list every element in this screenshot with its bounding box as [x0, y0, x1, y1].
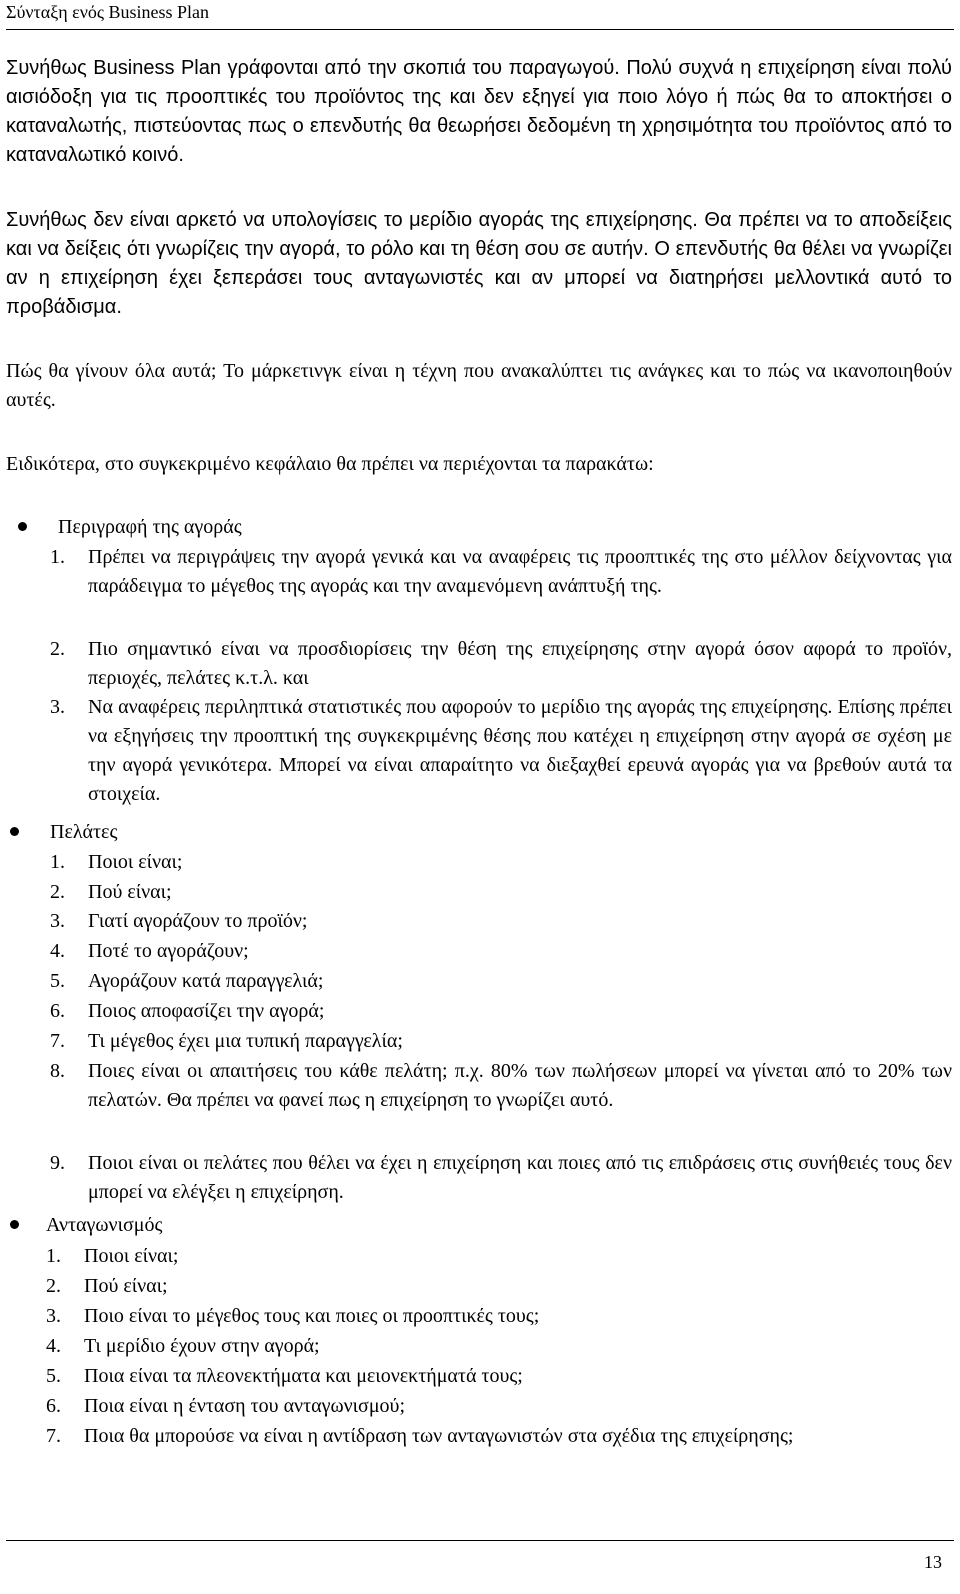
- list-item-text: Τι μέγεθος έχει μια τυπική παραγγελία;: [88, 1030, 403, 1052]
- list-item-text: Ποιοι είναι οι πελάτες που θέλει να έχει η επιχείρηση και ποιες από τις επιδράσεις στις συνήθειές τους δεν μπορεί να ελέγξει η επιχείρηση.: [88, 1152, 952, 1203]
- paragraph-marketing: Πώς θα γίνουν όλα αυτά; Το μάρκετινγκ είναι η τέχνη που ανακαλύπτει τις ανάγκες και το πώς να ικανοποιηθούν αυτές.: [6, 360, 952, 411]
- list-item-text: Ποιοι είναι;: [88, 851, 183, 873]
- section-title: Περιγραφή της αγοράς: [58, 516, 242, 538]
- bullet-icon: [18, 522, 27, 531]
- list-item-text: Πρέπει να περιγράψεις την αγορά γενικά και να αναφέρεις τις προοπτικές της στο μέλλον δείχνοντας για παράδειγμα το μέγεθος της αγοράς και την αναμενόμενη ανάπτυξή της.: [88, 546, 952, 597]
- list-item-text: Γιατί αγοράζουν το προϊόν;: [88, 910, 308, 932]
- list-item-text: Ποιος αποφασίζει την αγορά;: [88, 1000, 325, 1022]
- list-item-text: Πιο σημαντικό είναι να προσδιορίσεις την θέση της επιχείρησης στην αγορά όσον αφορά το προϊόν, περιοχές, πελάτες κ.τ.λ. και: [88, 638, 952, 689]
- paragraph-chapter-contents: Ειδικότερα, στο συγκεκριμένο κεφάλαιο θα πρέπει να περιέχονται τα παρακάτω:: [6, 453, 654, 475]
- list-item-text: Ποια είναι τα πλεονεκτήματα και μειονεκτήματά τους;: [84, 1365, 523, 1387]
- header-divider: [6, 29, 954, 30]
- paragraph-market-share: Συνήθως δεν είναι αρκετό να υπολογίσεις το μερίδιο αγοράς της επιχείρησης. Θα πρέπει να το αποδείξεις και να δείξεις ότι γνωρίζεις την αγορά, το ρόλο και τη θέση σου σε αυτήν. Ο επενδυτής θα θέλει να γνωρίζει αν η επιχείρηση έχει ξεπεράσει τους ανταγωνιστές και αν μπορεί να διατηρήσει μελλοντικά αυτό το προβάδισμα.: [6, 209, 952, 318]
- section-title: Ανταγωνισμός: [46, 1214, 163, 1236]
- running-header: Σύνταξη ενός Business Plan: [6, 2, 209, 22]
- list-item-text: Ποτέ το αγοράζουν;: [88, 940, 249, 962]
- paragraph-intro: Συνήθως Business Plan γράφονται από την σκοπιά του παραγωγού. Πολύ συχνά η επιχείρηση είναι πολύ αισιόδοξη για τις προοπτικές του προϊόντος της και δεν εξηγεί για ποιο λόγο ή πώς θα το αποκτήσει ο καταναλωτής, πιστεύοντας πως ο επενδυτής θα θεωρήσει δεδομένη τη χρησιμότητα του προϊόντος από το καταναλωτικό κοινό.: [6, 57, 952, 166]
- list-item-text: Πού είναι;: [88, 881, 172, 903]
- list-item-text: Ποιοι είναι;: [84, 1245, 179, 1267]
- list-item-text: Τι μερίδιο έχουν στην αγορά;: [84, 1335, 320, 1357]
- list-item-text: Αγοράζουν κατά παραγγελιά;: [88, 970, 324, 992]
- list-number: 3.: [50, 696, 65, 718]
- list-item-text: Ποιο είναι το μέγεθος τους και ποιες οι προοπτικές τους;: [84, 1305, 540, 1327]
- list-item-text: Ποιες είναι οι απαιτήσεις του κάθε πελάτη; π.χ. 80% των πωλήσεων μπορεί να γίνεται από το 20% των πελατών. Θα πρέπει να φανεί πως η επιχείρηση το γνωρίζει αυτό.: [88, 1060, 952, 1111]
- list-number: 1.: [50, 546, 65, 568]
- page-number: 13: [924, 1552, 942, 1572]
- list-item-text: Ποια θα μπορούσε να είναι η αντίδραση των ανταγωνιστών στα σχέδια της επιχείρησης;: [84, 1425, 794, 1447]
- document-page: Σύνταξη ενός Business Plan Συνήθως Business Plan γράφονται από την σκοπιά του παραγωγού. Πολύ συχνά η επιχείρηση είναι πολύ αισιόδοξη για τις προοπτικές του προϊόντος της και δεν εξηγεί για ποιο λόγο ή πώς θα το αποκτήσει ο καταναλωτής, πιστεύοντας πως ο επενδυτής θα θεωρήσει δεδομένη τη χρησιμότητα του προϊόντος από το καταναλωτικό κοινό. Συνήθως δεν είναι αρκετό να υπολογίσεις το μερίδιο αγοράς της επιχείρησης. Θα πρέπει να το αποδείξεις και να δείξεις ότι γνωρίζεις την αγορά, το ρόλο και τη θέση σου σε αυτήν. Ο επενδυτής θα θέλει να γνωρίζει αν η επιχείρηση έχει ξεπεράσει τους ανταγωνιστές και αν μπορεί να διατηρήσει μελλοντικά αυτό το προβάδισμα. Πώς θα γίνουν όλα αυτά; Το μάρκετινγκ είναι η τέχνη που ανακαλύπτει τις ανάγκες και το πώς να ικανοποιηθούν αυτές. Ειδικότερα, στο συγκεκριμένο κεφάλαιο θα πρέπει να περιέχονται τα παρακάτω: Περιγραφή της αγοράς 1. Πρέπει να περιγράψεις την αγορά γενικά και να αναφέρεις τις προοπτικές της στο μέλλον δείχνοντας για παράδειγμα το μέγεθος της αγοράς και την αναμενόμενη ανάπτυξή της. 2. Πιο σημαντικό είναι να προσδιορίσεις την θέση της επιχείρησης στην αγορά όσον αφορά το προϊόν, περιοχές, πελάτες κ.τ.λ. και 3. Να αναφέρεις περιληπτικά στατιστικές που αφορούν το μερίδιο της αγοράς της επιχείρησης. Επίσης πρέπει να εξηγήσεις την προοπτική της συγκεκριμένης θέσης που κατέχει η επιχείρηση στην αγορά σε σχέση με την αγορά γενικότερα. Μπορεί να είναι απαραίτητο να διεξαχθεί ερευνά αγοράς για να βρεθούν αυτά τα στοιχεία. Πελάτες 1. Ποιοι είναι; 2. Πού είναι; 3. Γιατί αγοράζουν το προϊόν; 4. Ποτέ το αγοράζουν; 5. Αγοράζουν κατά παραγγελιά; 6. Ποιος αποφασίζει την αγορά; 7. Τι μέγεθος έχει μια τυπική παραγγελία; 8. Ποιες είναι οι απαιτήσεις του κάθε πελάτη; π.χ. 80% των πωλήσεων μπορεί να γίνεται από το 20% των πελατών. Θα πρέπει να φανεί πως η επιχείρηση το γνωρίζει αυτό. 9. Ποιοι είναι οι πελάτες που θέλει να έχει η επιχείρηση και ποιες από τις επιδράσεις στις συνήθειές τους δεν μπορεί να ελέγξει η επιχείρηση. Ανταγωνισμός 1. Ποιοι είναι; 2. Πού είναι; 3. Ποιο είναι το μέγεθος τους και ποιες οι προοπτικές τους; 4. Τι μερίδιο έχουν στην αγορά; 5. Ποια είναι τα πλεονεκτήματα και μειονεκτήματά τους; 6. Ποια είναι η ένταση του ανταγωνισμού; 7. Ποια θα μπορούσε να είναι η αντίδραση των ανταγωνιστών στα σχέδια της επιχείρησης; 13: [6, 2, 952, 1572]
- list-number: 2.: [50, 638, 65, 660]
- section-title: Πελάτες: [50, 821, 118, 843]
- list-item-text: Ποια είναι η ένταση του ανταγωνισμού;: [84, 1395, 406, 1417]
- list-item-text: Να αναφέρεις περιληπτικά στατιστικές που αφορούν το μερίδιο της αγοράς της επιχείρησης. Επίσης πρέπει να εξηγήσεις την προοπτική της συγκεκριμένης θέσης που κατέχει η επιχείρηση στην αγορά σε σχέση με την αγορά γενικότερα. Μπορεί να είναι απαραίτητο να διεξαχθεί ερευνά αγοράς για να βρεθούν αυτά τα στοιχεία.: [88, 696, 952, 805]
- footer-divider: [6, 1540, 954, 1541]
- list-item-text: Πού είναι;: [84, 1275, 168, 1297]
- bullet-icon: [10, 1220, 19, 1229]
- bullet-icon: [10, 827, 19, 836]
